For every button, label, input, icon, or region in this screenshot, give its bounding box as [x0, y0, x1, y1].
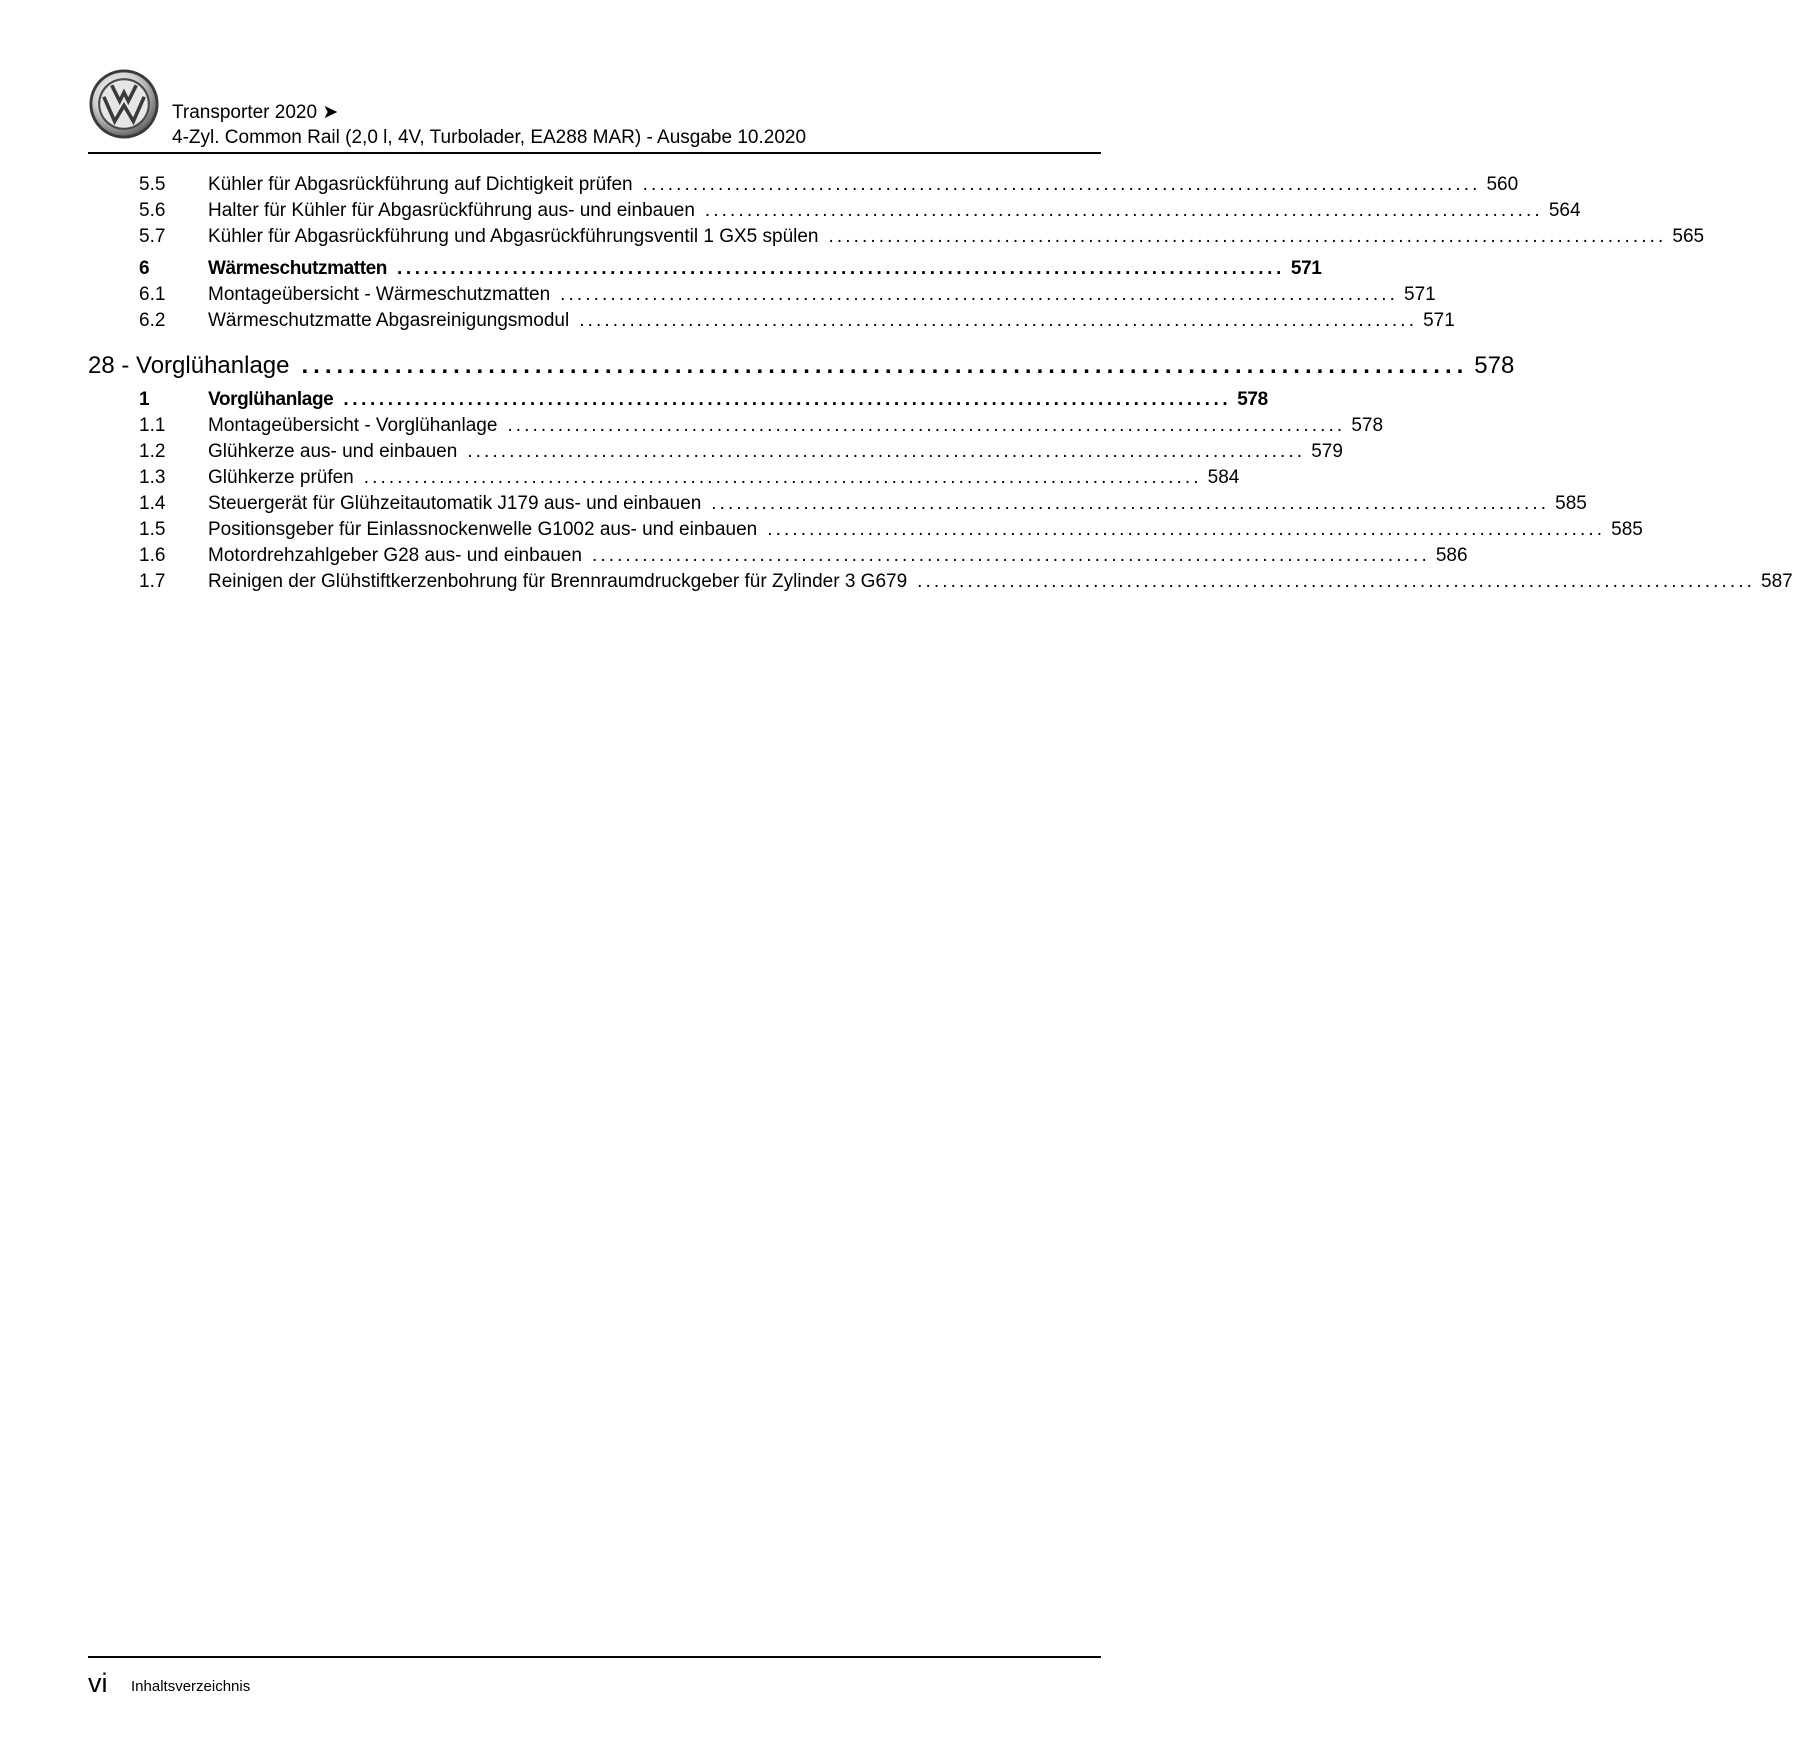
toc-page: 585 — [1611, 519, 1643, 540]
toc-title: Reinigen der Glühstiftkerzenbohrung für Brennraumdruckgeber für Zylinder 3 G679 — [208, 571, 908, 592]
toc-number: 5.5 — [139, 174, 166, 195]
toc-title: Positionsgeber für Einlassnockenwelle G1002 aus- und einbauen — [208, 519, 758, 540]
toc-page: 585 — [1555, 493, 1587, 514]
toc-title: Wärmeschutzmatten — [208, 258, 388, 279]
toc-leader: .................................................................................................... — [363, 467, 1202, 488]
toc-entry[interactable] — [139, 173, 1519, 197]
toc-number: 6.2 — [139, 310, 166, 331]
toc-entry[interactable] — [139, 466, 1240, 490]
toc-page: 571 — [1404, 284, 1436, 305]
header-subtitle: 4-Zyl. Common Rail (2,0 l, 4V, Turbolader, EA288 MAR) - Ausgabe 10.2020 — [172, 127, 807, 148]
toc-leader: .................................................................................................... — [467, 441, 1306, 462]
header-title: Transporter 2020 ➤ — [172, 102, 339, 123]
toc-entry[interactable] — [139, 518, 1643, 542]
toc-title: Montageübersicht - Vorglühanlage — [208, 415, 498, 436]
toc-page: 565 — [1672, 226, 1705, 247]
toc-entry[interactable] — [139, 225, 1705, 249]
toc-section-entry[interactable] — [139, 388, 1268, 412]
toc-title: Halter für Kühler für Abgasrückführung aus- und einbauen — [208, 200, 695, 221]
toc-title: Motordrehzahlgeber G28 aus- und einbauen — [208, 545, 582, 566]
toc-leader: .................................................................................................... — [507, 415, 1346, 436]
toc-leader: .................................................................................................... — [560, 284, 1399, 305]
toc-number: 1.1 — [139, 415, 166, 436]
toc-title: Glühkerze aus- und einbauen — [208, 441, 458, 462]
toc-page: 578 — [1474, 352, 1515, 379]
toc-number: 1.4 — [139, 493, 166, 514]
toc-leader: .................................................................................................... — [642, 174, 1481, 195]
toc-page: 584 — [1207, 467, 1240, 488]
toc-leader: .................................................................................................... — [579, 310, 1418, 331]
toc-page: 564 — [1548, 200, 1581, 221]
toc-number: 1.6 — [139, 545, 166, 566]
toc-page: 571 — [1423, 310, 1455, 331]
toc-page: 587 — [1761, 571, 1793, 592]
toc-title: Wärmeschutzmatte Abgasreinigungsmodul — [208, 310, 570, 331]
toc-title: Kühler für Abgasrückführung und Abgasrückführungsventil 1 GX5 spülen — [208, 226, 819, 247]
toc-entry[interactable] — [139, 414, 1384, 438]
toc-title: Montageübersicht - Wärmeschutzmatten — [208, 284, 551, 305]
toc-page: 579 — [1311, 441, 1343, 462]
toc-entry[interactable] — [139, 570, 1793, 594]
vw-logo-icon — [88, 68, 160, 140]
toc-entry[interactable] — [139, 309, 1455, 333]
toc-title: Vorglühanlage — [208, 389, 334, 410]
toc-leader: .................................................................................................... — [767, 519, 1606, 540]
footer-label: Inhaltsverzeichnis — [131, 1678, 251, 1695]
toc-number: 5.7 — [139, 226, 166, 247]
footer-divider — [88, 1656, 1101, 1658]
toc-leader: .................................................................................................... — [301, 352, 1469, 379]
toc-leader: .................................................................................................... — [591, 545, 1430, 566]
toc-page: 578 — [1351, 415, 1384, 436]
toc-leader: .................................................................................................... — [917, 571, 1756, 592]
toc-leader: .................................................................................................... — [343, 389, 1232, 410]
footer-page-number: vi — [88, 1668, 108, 1698]
header-divider — [88, 152, 1101, 154]
toc-number: 5.6 — [139, 200, 166, 221]
toc-number: 1.7 — [139, 571, 166, 592]
toc-page: 578 — [1237, 389, 1268, 410]
toc-leader: .................................................................................................... — [397, 258, 1285, 279]
toc-page: 586 — [1435, 545, 1468, 566]
toc-number: 1 — [139, 389, 150, 410]
toc-number: 6 — [139, 258, 150, 279]
toc-page: 571 — [1290, 258, 1322, 279]
toc-entry[interactable] — [139, 544, 1468, 568]
toc-number: 1.2 — [139, 441, 166, 462]
toc-number: 1.3 — [139, 467, 166, 488]
toc-entry[interactable] — [139, 492, 1587, 516]
toc-number: 6.1 — [139, 284, 166, 305]
toc-title: Glühkerze prüfen — [208, 467, 354, 488]
toc-leader: .................................................................................................... — [704, 200, 1543, 221]
toc-chapter-entry[interactable] — [88, 351, 1515, 381]
toc-title: Kühler für Abgasrückführung auf Dichtigkeit prüfen — [208, 174, 633, 195]
toc-section-entry[interactable] — [139, 257, 1322, 281]
toc-entry[interactable] — [139, 199, 1581, 223]
toc-entry[interactable] — [139, 440, 1343, 464]
toc-title: 28 - Vorglühanlage — [88, 352, 290, 379]
toc-leader: .................................................................................................... — [828, 226, 1667, 247]
toc-number: 1.5 — [139, 519, 166, 540]
toc-page: 560 — [1486, 174, 1519, 195]
toc-entry[interactable] — [139, 283, 1436, 307]
toc-leader: .................................................................................................... — [711, 493, 1550, 514]
toc-title: Steuergerät für Glühzeitautomatik J179 aus- und einbauen — [208, 493, 702, 514]
